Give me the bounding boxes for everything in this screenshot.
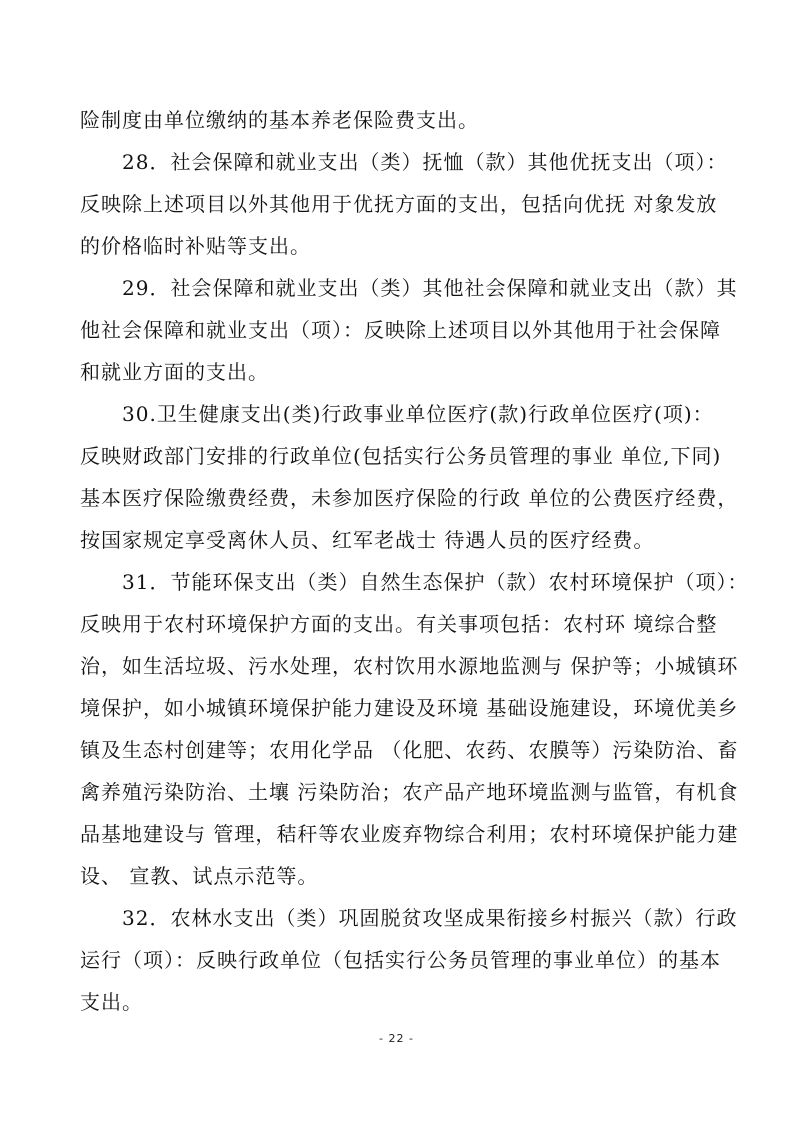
text-line: 的价格临时补贴等支出。 [80, 234, 311, 258]
text-line: 基本医疗保险缴费经费，未参加医疗保险的行政 单位的公费医疗经费， [80, 486, 739, 510]
text-line: 反映用于农村环境保护方面的支出。有关事项包括：农村环 境综合整 [80, 612, 718, 636]
text-line: 运行（项）：反映行政单位（包括实行公务员管理的事业单位）的基本 [80, 948, 721, 972]
text-line: 28．社会保障和就业支出（类）抚恤（款）其他优抚支出（项）： [122, 150, 728, 174]
text-line: 境保护，如小城镇环境保护能力建设及环境 基础设施建设，环境优美乡 [80, 696, 739, 720]
text-line: 按国家规定享受离休人员、红军老战士 待遇人员的医疗经费。 [80, 528, 655, 552]
text-line: 30.卫生健康支出(类)行政事业单位医疗(款)行政单位医疗(项)： [122, 402, 714, 426]
text-line: 支出。 [80, 990, 143, 1014]
text-line: 品基地建设与 管理，秸秆等农业废弃物综合利用；农村环境保护能力建 [80, 822, 739, 846]
text-line: 治，如生活垃圾、污水处理，农村饮用水源地监测与 保护等；小城镇环 [80, 654, 739, 678]
text-line: 镇及生态村创建等；农用化学品 （化肥、农药、农膜等）污染防治、畜 [80, 738, 739, 762]
text-line: 禽养殖污染防治、土壤 污染防治；农产品产地环境监测与监管，有机食 [80, 780, 739, 804]
text-line: 设、 宣教、试点示范等。 [80, 864, 319, 888]
text-line: 31．节能环保支出（类）自然生态保护（款）农村环境保护（项）： [122, 570, 749, 594]
text-line: 反映除上述项目以外其他用于优抚方面的支出，包括向优抚 对象发放 [80, 192, 718, 216]
text-line: 29．社会保障和就业支出（类）其他社会保障和就业支出（款）其 [122, 276, 738, 300]
text-line: 险制度由单位缴纳的基本养老保险费支出。 [80, 108, 479, 132]
text-line: 32．农林水支出（类）巩固脱贫攻坚成果衔接乡村振兴（款）行政 [122, 906, 738, 930]
text-line: 反映财政部门安排的行政单位(包括实行公务员管理的事业 单位,下同) [80, 444, 722, 468]
page-number: - 22 - [379, 1032, 414, 1045]
text-line: 和就业方面的支出。 [80, 360, 269, 384]
text-line: 他社会保障和就业支出（项）：反映除上述项目以外其他用于社会保障 [80, 318, 721, 342]
